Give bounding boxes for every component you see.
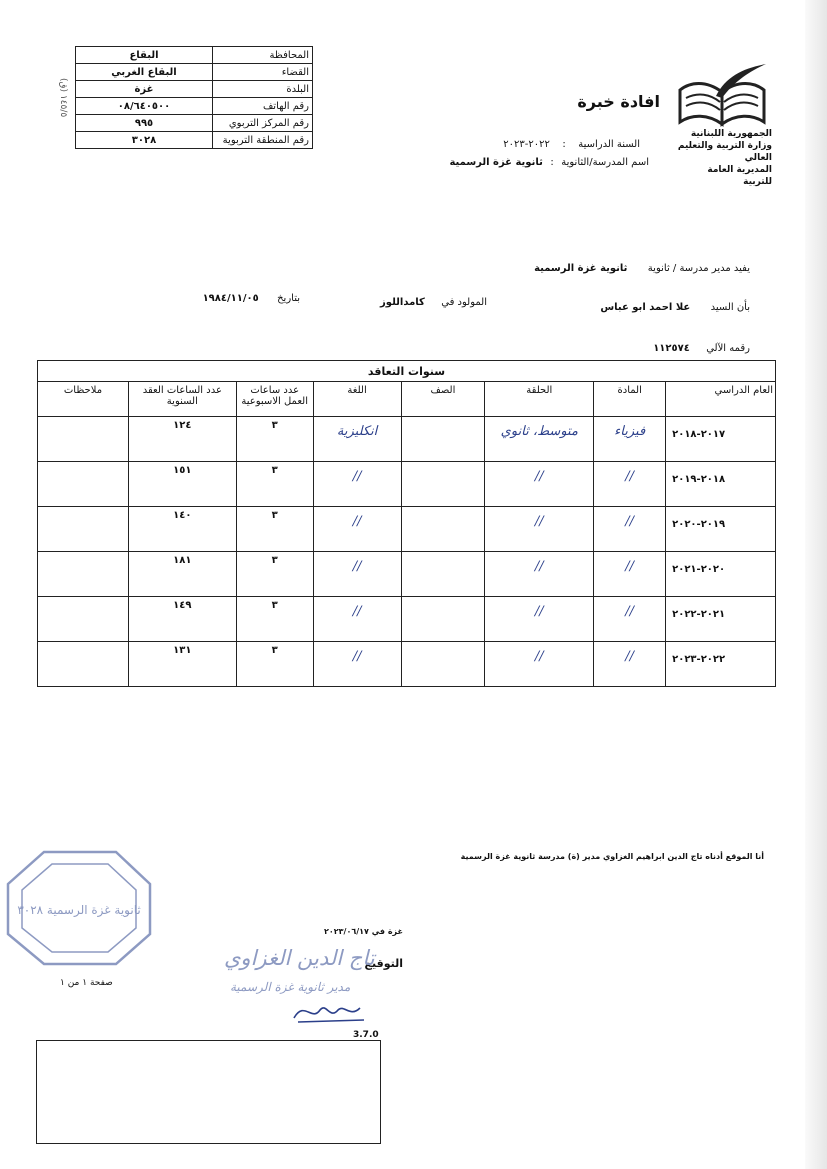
cell-language bbox=[313, 642, 401, 687]
handwritten-subject: // bbox=[625, 514, 635, 529]
date-label: بتاريخ bbox=[277, 293, 300, 304]
info-value: ٣٠٢٨ bbox=[76, 132, 213, 149]
info-label: المحافظة bbox=[213, 47, 313, 64]
handwritten-subject: // bbox=[625, 469, 635, 484]
table-row bbox=[38, 597, 776, 642]
cell-annual: ١٣١ bbox=[128, 642, 236, 687]
info-label: رقم المنطقة التربوية bbox=[213, 132, 313, 149]
handwritten-cycle: // bbox=[534, 469, 544, 484]
cell-weekly: ٣ bbox=[236, 507, 313, 552]
column-header: المادة bbox=[594, 382, 666, 417]
cell-subject bbox=[594, 642, 666, 687]
cell-year: ٢٠٢٢-٢٠٢٣ bbox=[666, 642, 776, 687]
id-value: ١١٢٥٧٤ bbox=[653, 343, 690, 354]
cell-notes bbox=[38, 462, 129, 507]
table-title: سنوات التعاقد bbox=[37, 360, 776, 381]
handwritten-signature-icon bbox=[290, 996, 370, 1026]
info-row bbox=[76, 47, 313, 64]
cell-cycle bbox=[485, 507, 594, 552]
cell-grade bbox=[401, 462, 485, 507]
handwritten-language: انكليزية bbox=[336, 424, 378, 439]
intro-school: ثانوية غزة الرسمية bbox=[534, 263, 628, 274]
cell-subject bbox=[594, 597, 666, 642]
school-name-sep: : bbox=[550, 157, 554, 168]
bottom-box bbox=[36, 1040, 381, 1144]
info-row bbox=[76, 64, 313, 81]
cell-year: ٢٠١٩-٢٠٢٠ bbox=[666, 507, 776, 552]
document-title: افادة خبرة bbox=[577, 92, 660, 111]
academic-year-line bbox=[503, 139, 640, 150]
cell-weekly: ٣ bbox=[236, 642, 313, 687]
handwritten-cycle: متوسط، ثانوي bbox=[500, 424, 578, 439]
cell-language bbox=[313, 507, 401, 552]
cell-notes bbox=[38, 642, 129, 687]
info-label: البلدة bbox=[213, 81, 313, 98]
signature-label: التوقيع bbox=[364, 957, 403, 970]
column-header: ملاحظات bbox=[38, 382, 129, 417]
cell-year: ٢٠٢١-٢٠٢٢ bbox=[666, 597, 776, 642]
cell-notes bbox=[38, 552, 129, 597]
school-info-table bbox=[75, 46, 313, 149]
info-row bbox=[76, 98, 313, 115]
cell-language bbox=[313, 417, 401, 462]
cell-language bbox=[313, 462, 401, 507]
school-name-value: ثانوية غزة الرسمية bbox=[449, 157, 543, 168]
school-stamp-icon bbox=[4, 848, 154, 968]
cell-cycle bbox=[485, 417, 594, 462]
info-row bbox=[76, 132, 313, 149]
page-number: صفحة ١ من ١ bbox=[60, 978, 113, 988]
handwritten-cycle: // bbox=[534, 514, 544, 529]
person-name: علا احمد ابو عباس bbox=[600, 302, 691, 313]
table-row bbox=[38, 417, 776, 462]
cell-cycle bbox=[485, 597, 594, 642]
handwritten-subject: // bbox=[625, 559, 635, 574]
cell-cycle bbox=[485, 552, 594, 597]
cell-annual: ١٨١ bbox=[128, 552, 236, 597]
handwritten-language: // bbox=[352, 649, 362, 664]
column-header: عدد ساعات العمل الاسبوعية bbox=[236, 382, 313, 417]
info-value: ٩٩٥ bbox=[76, 115, 213, 132]
school-name-label: اسم المدرسة/الثانوية bbox=[561, 157, 649, 168]
academic-year-sep: : bbox=[562, 139, 566, 150]
birthdate-line bbox=[203, 293, 300, 304]
cell-language bbox=[313, 597, 401, 642]
id-label: رقمه الآلي bbox=[706, 343, 750, 354]
cell-weekly: ٣ bbox=[236, 597, 313, 642]
handwritten-subject: // bbox=[625, 649, 635, 664]
cell-notes bbox=[38, 597, 129, 642]
republic-name: الجمهورية اللبنانية bbox=[690, 129, 772, 139]
cell-grade bbox=[401, 417, 485, 462]
mr-label: بأن السيد bbox=[710, 302, 750, 313]
cell-annual: ١٤٠ bbox=[128, 507, 236, 552]
cell-annual: ١٤٩ bbox=[128, 597, 236, 642]
signature-name: تاج الدين الغزاوي bbox=[224, 946, 375, 970]
version-label: 3.7.0 bbox=[353, 1030, 379, 1040]
cell-notes bbox=[38, 417, 129, 462]
column-header: الحلقة bbox=[485, 382, 594, 417]
cell-notes bbox=[38, 507, 129, 552]
birth-date: ١٩٨٤/١١/٠٥ bbox=[202, 293, 259, 304]
table-row bbox=[38, 552, 776, 597]
cell-cycle bbox=[485, 462, 594, 507]
handwritten-subject: // bbox=[625, 604, 635, 619]
cell-year: ٢٠١٧-٢٠١٨ bbox=[666, 417, 776, 462]
cell-subject bbox=[594, 552, 666, 597]
handwritten-language: // bbox=[352, 559, 362, 574]
handwritten-subject: فيزياء bbox=[614, 424, 646, 439]
info-row bbox=[76, 115, 313, 132]
handwritten-language: // bbox=[352, 604, 362, 619]
declaration-text: أنا الموقع أدناه تاج الدين ابراهيم الغزاوي مدير (ة) مدرسة ثانوية غزة الرسمية bbox=[460, 852, 764, 861]
info-label: رقم المركز التربوي bbox=[213, 115, 313, 132]
cell-language bbox=[313, 552, 401, 597]
info-label: القضاء bbox=[213, 64, 313, 81]
info-value: ٠٨/٦٤٠٥٠٠ bbox=[76, 98, 213, 115]
academic-year-value: ٢٠٢٢-٢٠٢٣ bbox=[503, 139, 550, 150]
info-label: رقم الهاتف bbox=[213, 98, 313, 115]
column-header: الصف bbox=[401, 382, 485, 417]
info-value: البقاع bbox=[76, 47, 213, 64]
handwritten-cycle: // bbox=[534, 604, 544, 619]
cell-grade bbox=[401, 642, 485, 687]
cell-subject bbox=[594, 507, 666, 552]
info-row bbox=[76, 81, 313, 98]
cell-grade bbox=[401, 597, 485, 642]
mr-line bbox=[600, 302, 750, 313]
cell-weekly: ٣ bbox=[236, 417, 313, 462]
intro-label: يفيد مدير مدرسة / ثانوية bbox=[647, 263, 750, 274]
school-name-line bbox=[449, 157, 649, 168]
ministry-header bbox=[676, 128, 772, 188]
academic-year-label: السنة الدراسية bbox=[578, 139, 640, 150]
cell-annual: ١٥١ bbox=[128, 462, 236, 507]
cell-subject bbox=[594, 462, 666, 507]
cell-weekly: ٣ bbox=[236, 552, 313, 597]
cell-year: ٢٠١٨-٢٠١٩ bbox=[666, 462, 776, 507]
margin-note: ١٤٥/٥ (ق) bbox=[58, 78, 68, 118]
column-header: عدد الساعات العقد السنوية bbox=[128, 382, 236, 417]
handwritten-cycle: // bbox=[534, 559, 544, 574]
handwritten-language: // bbox=[352, 469, 362, 484]
directorate-name: المديرية العامة للتربية bbox=[707, 165, 772, 187]
cell-grade bbox=[401, 507, 485, 552]
table-row bbox=[38, 462, 776, 507]
id-line bbox=[653, 343, 750, 354]
signature-title: مدير ثانوية غزة الرسمية bbox=[230, 980, 351, 994]
stamp-text: ثانوية غزة الرسمية ٣٠٢٨ bbox=[17, 903, 141, 917]
cell-subject bbox=[594, 417, 666, 462]
cell-annual: ١٢٤ bbox=[128, 417, 236, 462]
info-value: البقاع الغربي bbox=[76, 64, 213, 81]
contract-years-table bbox=[37, 360, 776, 687]
scan-edge bbox=[805, 0, 827, 1169]
signature-block bbox=[220, 938, 410, 1028]
ministry-name: وزارة التربية والتعليم العالي bbox=[677, 141, 772, 163]
ministry-logo-icon bbox=[676, 62, 768, 132]
cell-grade bbox=[401, 552, 485, 597]
column-header: العام الدراسي bbox=[666, 382, 776, 417]
info-value: غزة bbox=[76, 81, 213, 98]
birthplace-line bbox=[380, 297, 487, 308]
born-label: المولود في bbox=[441, 297, 487, 308]
birthplace: كامداللوز bbox=[380, 297, 425, 308]
intro-line bbox=[534, 263, 750, 274]
handwritten-cycle: // bbox=[534, 649, 544, 664]
place-date: غزة في ٢٠٢٣/٠٦/١٧ bbox=[324, 927, 403, 936]
cell-weekly: ٣ bbox=[236, 462, 313, 507]
table-row bbox=[38, 642, 776, 687]
cell-year: ٢٠٢٠-٢٠٢١ bbox=[666, 552, 776, 597]
cell-cycle bbox=[485, 642, 594, 687]
handwritten-language: // bbox=[352, 514, 362, 529]
column-header: اللغة bbox=[313, 382, 401, 417]
table-row bbox=[38, 507, 776, 552]
